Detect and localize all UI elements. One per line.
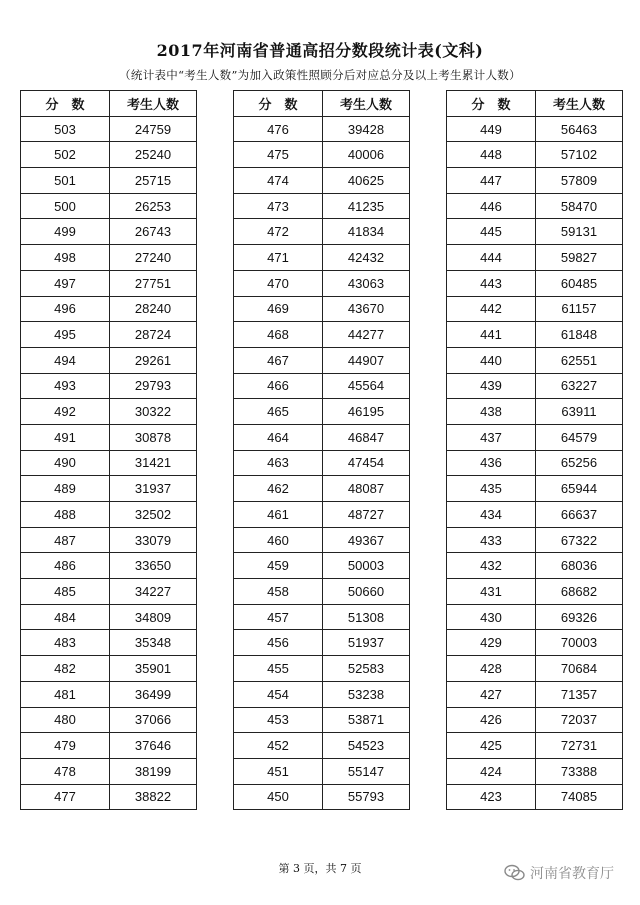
table-row (234, 579, 410, 605)
count-cell: 57102 (536, 142, 623, 168)
count-cell: 72731 (536, 733, 623, 759)
count-cell: 53871 (323, 707, 410, 733)
table-row (447, 193, 623, 219)
score-cell: 454 (234, 681, 323, 707)
score-cell: 500 (21, 193, 110, 219)
table-row (447, 784, 623, 810)
count-cell: 27240 (110, 245, 197, 271)
score-cell: 444 (447, 245, 536, 271)
score-cell: 449 (447, 116, 536, 142)
table-row (447, 502, 623, 528)
score-cell: 491 (21, 424, 110, 450)
score-table-1 (20, 90, 197, 810)
score-cell: 501 (21, 168, 110, 194)
count-cell: 53238 (323, 681, 410, 707)
count-cell: 37066 (110, 707, 197, 733)
table-header-row (447, 91, 623, 117)
count-cell: 29793 (110, 373, 197, 399)
score-cell: 502 (21, 142, 110, 168)
count-cell: 48087 (323, 476, 410, 502)
score-cell: 497 (21, 270, 110, 296)
score-column-header: 分 数 (21, 91, 110, 117)
wechat-icon (504, 864, 526, 882)
score-cell: 487 (21, 527, 110, 553)
score-cell: 424 (447, 758, 536, 784)
table-row (21, 142, 197, 168)
table-row (21, 553, 197, 579)
score-cell: 441 (447, 322, 536, 348)
score-cell: 460 (234, 527, 323, 553)
score-cell: 457 (234, 604, 323, 630)
score-cell: 446 (447, 193, 536, 219)
page-title: 2017年河南省普通高招分数段统计表(文科) (156, 41, 484, 60)
count-cell: 36499 (110, 681, 197, 707)
table-row (21, 707, 197, 733)
score-cell: 488 (21, 502, 110, 528)
table-row (234, 450, 410, 476)
table-row (21, 296, 197, 322)
count-cell: 61848 (536, 322, 623, 348)
score-cell: 489 (21, 476, 110, 502)
count-column-header: 考生人数 (110, 91, 197, 117)
table-header-row (234, 91, 410, 117)
table-row (234, 116, 410, 142)
score-cell: 432 (447, 553, 536, 579)
score-cell: 464 (234, 424, 323, 450)
score-column-header: 分 数 (234, 91, 323, 117)
table-row (447, 707, 623, 733)
count-cell: 68036 (536, 553, 623, 579)
table-row (234, 424, 410, 450)
table-row (234, 604, 410, 630)
table-body (234, 116, 410, 810)
table-row (21, 656, 197, 682)
table-row (21, 347, 197, 373)
table-row (447, 347, 623, 373)
table-row (21, 168, 197, 194)
table-row (447, 373, 623, 399)
table-row (234, 733, 410, 759)
score-cell: 486 (21, 553, 110, 579)
count-cell: 57809 (536, 168, 623, 194)
table-row (21, 681, 197, 707)
score-cell: 426 (447, 707, 536, 733)
score-cell: 436 (447, 450, 536, 476)
score-cell: 470 (234, 270, 323, 296)
count-cell: 43670 (323, 296, 410, 322)
score-cell: 490 (21, 450, 110, 476)
score-cell: 435 (447, 476, 536, 502)
count-cell: 60485 (536, 270, 623, 296)
count-cell: 26253 (110, 193, 197, 219)
table-row (21, 399, 197, 425)
score-cell: 447 (447, 168, 536, 194)
table-row (234, 630, 410, 656)
count-cell: 50660 (323, 579, 410, 605)
count-cell: 70684 (536, 656, 623, 682)
watermark (504, 863, 614, 883)
count-cell: 73388 (536, 758, 623, 784)
score-cell: 443 (447, 270, 536, 296)
table-row (21, 758, 197, 784)
count-cell: 33650 (110, 553, 197, 579)
count-cell: 50003 (323, 553, 410, 579)
table-row (447, 527, 623, 553)
score-cell: 503 (21, 116, 110, 142)
score-cell: 434 (447, 502, 536, 528)
table-row (21, 476, 197, 502)
table-row (234, 193, 410, 219)
score-cell: 438 (447, 399, 536, 425)
count-cell: 61157 (536, 296, 623, 322)
table-row (234, 784, 410, 810)
score-cell: 428 (447, 656, 536, 682)
table-row (234, 270, 410, 296)
score-cell: 466 (234, 373, 323, 399)
count-cell: 25240 (110, 142, 197, 168)
page-footer: 第 3 页，共 7 页 (278, 862, 362, 875)
count-cell: 59131 (536, 219, 623, 245)
count-cell: 52583 (323, 656, 410, 682)
table-row (447, 399, 623, 425)
table-row (447, 116, 623, 142)
count-cell: 43063 (323, 270, 410, 296)
score-cell: 423 (447, 784, 536, 810)
score-cell: 492 (21, 399, 110, 425)
count-cell: 51308 (323, 604, 410, 630)
table-header-row (21, 91, 197, 117)
table-row (21, 733, 197, 759)
table-row (234, 219, 410, 245)
watermark-text: 河南省教育厅 (530, 866, 614, 882)
count-cell: 28240 (110, 296, 197, 322)
score-cell: 472 (234, 219, 323, 245)
score-cell: 485 (21, 579, 110, 605)
table-row (447, 168, 623, 194)
score-cell: 431 (447, 579, 536, 605)
score-cell: 471 (234, 245, 323, 271)
score-cell: 433 (447, 527, 536, 553)
table-row (447, 476, 623, 502)
score-cell: 482 (21, 656, 110, 682)
count-cell: 28724 (110, 322, 197, 348)
table-row (234, 707, 410, 733)
count-cell: 65944 (536, 476, 623, 502)
table-row (234, 245, 410, 271)
table-row (447, 245, 623, 271)
count-cell: 46195 (323, 399, 410, 425)
count-cell: 47454 (323, 450, 410, 476)
score-cell: 476 (234, 116, 323, 142)
score-cell: 437 (447, 424, 536, 450)
score-cell: 455 (234, 656, 323, 682)
count-cell: 54523 (323, 733, 410, 759)
count-cell: 38199 (110, 758, 197, 784)
count-cell: 62551 (536, 347, 623, 373)
score-cell: 459 (234, 553, 323, 579)
score-cell: 456 (234, 630, 323, 656)
count-cell: 35348 (110, 630, 197, 656)
count-cell: 51937 (323, 630, 410, 656)
count-column-header: 考生人数 (323, 91, 410, 117)
count-cell: 32502 (110, 502, 197, 528)
count-cell: 55147 (323, 758, 410, 784)
table-body (447, 116, 623, 810)
count-cell: 64579 (536, 424, 623, 450)
count-cell: 59827 (536, 245, 623, 271)
count-cell: 58470 (536, 193, 623, 219)
count-cell: 69326 (536, 604, 623, 630)
table-row (447, 656, 623, 682)
table-row (21, 527, 197, 553)
count-cell: 31421 (110, 450, 197, 476)
score-cell: 481 (21, 681, 110, 707)
score-cell: 477 (21, 784, 110, 810)
table-row (234, 399, 410, 425)
score-cell: 495 (21, 322, 110, 348)
table-row (447, 219, 623, 245)
table-row (447, 733, 623, 759)
table-row (21, 502, 197, 528)
table-row (21, 116, 197, 142)
table-row (447, 450, 623, 476)
score-cell: 425 (447, 733, 536, 759)
count-cell: 63911 (536, 399, 623, 425)
count-cell: 31937 (110, 476, 197, 502)
count-cell: 37646 (110, 733, 197, 759)
count-cell: 34227 (110, 579, 197, 605)
table-row (447, 553, 623, 579)
count-cell: 24759 (110, 116, 197, 142)
score-cell: 439 (447, 373, 536, 399)
score-cell: 451 (234, 758, 323, 784)
count-cell: 25715 (110, 168, 197, 194)
score-cell: 499 (21, 219, 110, 245)
table-row (447, 758, 623, 784)
count-cell: 29261 (110, 347, 197, 373)
table-row (447, 424, 623, 450)
score-cell: 474 (234, 168, 323, 194)
count-cell: 65256 (536, 450, 623, 476)
table-row (234, 322, 410, 348)
table-row (21, 373, 197, 399)
score-cell: 453 (234, 707, 323, 733)
score-cell: 480 (21, 707, 110, 733)
count-cell: 66637 (536, 502, 623, 528)
count-cell: 72037 (536, 707, 623, 733)
count-cell: 26743 (110, 219, 197, 245)
table-row (447, 604, 623, 630)
table-row (234, 347, 410, 373)
count-cell: 56463 (536, 116, 623, 142)
table-row (447, 579, 623, 605)
table-row (234, 373, 410, 399)
score-cell: 473 (234, 193, 323, 219)
count-cell: 42432 (323, 245, 410, 271)
score-cell: 496 (21, 296, 110, 322)
count-cell: 74085 (536, 784, 623, 810)
count-cell: 38822 (110, 784, 197, 810)
table-row (447, 296, 623, 322)
count-cell: 44907 (323, 347, 410, 373)
score-cell: 498 (21, 245, 110, 271)
count-cell: 48727 (323, 502, 410, 528)
table-row (234, 681, 410, 707)
table-row (234, 553, 410, 579)
table-row (234, 527, 410, 553)
score-cell: 463 (234, 450, 323, 476)
count-cell: 40006 (323, 142, 410, 168)
score-cell: 465 (234, 399, 323, 425)
table-body (21, 116, 197, 810)
count-cell: 30878 (110, 424, 197, 450)
table-row (21, 193, 197, 219)
score-cell: 469 (234, 296, 323, 322)
score-cell: 479 (21, 733, 110, 759)
table-row (21, 219, 197, 245)
count-cell: 30322 (110, 399, 197, 425)
score-cell: 461 (234, 502, 323, 528)
count-cell: 44277 (323, 322, 410, 348)
score-cell: 429 (447, 630, 536, 656)
table-row (21, 424, 197, 450)
count-cell: 49367 (323, 527, 410, 553)
table-row (234, 168, 410, 194)
page-subtitle: （统计表中“考生人数”为加入政策性照顾分后对应总分及以上考生累计人数） (119, 68, 521, 82)
table-row (447, 630, 623, 656)
table-row (234, 502, 410, 528)
score-cell: 452 (234, 733, 323, 759)
score-cell: 478 (21, 758, 110, 784)
count-cell: 41834 (323, 219, 410, 245)
score-cell: 493 (21, 373, 110, 399)
table-row (21, 322, 197, 348)
score-cell: 467 (234, 347, 323, 373)
table-row (21, 784, 197, 810)
table-row (21, 579, 197, 605)
count-cell: 27751 (110, 270, 197, 296)
count-cell: 45564 (323, 373, 410, 399)
count-cell: 71357 (536, 681, 623, 707)
score-cell: 484 (21, 604, 110, 630)
count-cell: 63227 (536, 373, 623, 399)
count-cell: 33079 (110, 527, 197, 553)
score-column-header: 分 数 (447, 91, 536, 117)
score-cell: 468 (234, 322, 323, 348)
count-column-header: 考生人数 (536, 91, 623, 117)
count-cell: 70003 (536, 630, 623, 656)
score-cell: 440 (447, 347, 536, 373)
table-row (21, 630, 197, 656)
table-row (447, 322, 623, 348)
table-row (21, 450, 197, 476)
score-cell: 494 (21, 347, 110, 373)
score-cell: 450 (234, 784, 323, 810)
table-row (234, 296, 410, 322)
table-row (234, 142, 410, 168)
table-row (447, 681, 623, 707)
table-row (234, 758, 410, 784)
table-row (447, 270, 623, 296)
count-cell: 55793 (323, 784, 410, 810)
count-cell: 40625 (323, 168, 410, 194)
score-cell: 430 (447, 604, 536, 630)
table-row (21, 270, 197, 296)
score-table-3 (446, 90, 623, 810)
score-cell: 458 (234, 579, 323, 605)
score-cell: 483 (21, 630, 110, 656)
count-cell: 35901 (110, 656, 197, 682)
count-cell: 46847 (323, 424, 410, 450)
count-cell: 34809 (110, 604, 197, 630)
score-cell: 462 (234, 476, 323, 502)
count-cell: 68682 (536, 579, 623, 605)
score-cell: 475 (234, 142, 323, 168)
score-cell: 448 (447, 142, 536, 168)
score-cell: 445 (447, 219, 536, 245)
score-cell: 442 (447, 296, 536, 322)
score-table-2 (233, 90, 410, 810)
table-row (234, 476, 410, 502)
count-cell: 67322 (536, 527, 623, 553)
count-cell: 41235 (323, 193, 410, 219)
count-cell: 39428 (323, 116, 410, 142)
table-row (447, 142, 623, 168)
table-row (234, 656, 410, 682)
score-cell: 427 (447, 681, 536, 707)
table-row (21, 604, 197, 630)
table-row (21, 245, 197, 271)
